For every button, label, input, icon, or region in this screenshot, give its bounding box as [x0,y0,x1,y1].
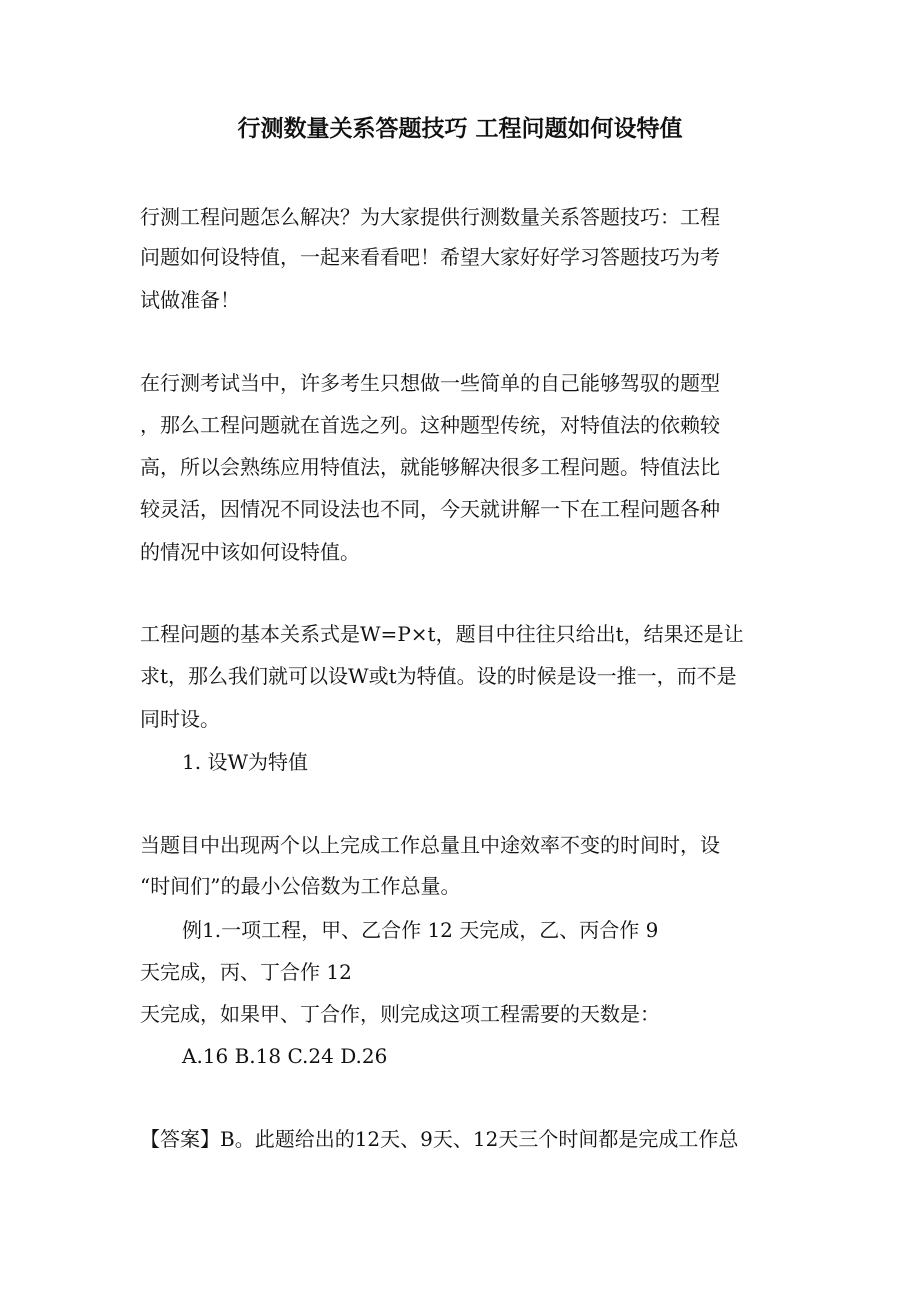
document-title: 行测数量关系答题技巧 工程问题如何设特值 [237,115,683,142]
intro-line-2: 问题如何设特值，一起来看看吧！希望大家好好学习答题技巧为考 [140,245,720,269]
para1-line-5: 的情况中该如何设特值。 [140,540,360,564]
example1-line-2: 天完成，丙、丁合作 12 [140,960,352,984]
section1-heading: 1. 设W为特值 [182,750,308,774]
para3-line-1: 当题目中出现两个以上完成工作总量且中途效率不变的时间时，设 [140,833,720,857]
example1-options: A.16 B.18 C.24 D.26 [182,1044,388,1068]
example1-line-3: 天完成，如果甲、丁合作，则完成这项工程需要的天数是： [140,1002,660,1026]
intro-line-1: 行测工程问题怎么解决？为大家提供行测数量关系答题技巧：工程 [140,205,720,229]
para1-line-4: 较灵活，因情况不同设法也不同，今天就讲解一下在工程问题各种 [140,497,720,521]
intro-line-3: 试做准备！ [140,288,240,312]
para1-line-1: 在行测考试当中，许多考生只想做一些简单的自己能够驾驭的题型 [140,371,720,395]
para2-line-2: 求t，那么我们就可以设W或t为特值。设的时候是设一推一，而不是 [140,664,737,688]
para1-line-3: 高，所以会熟练应用特值法，就能够解决很多工程问题。特值法比 [140,455,720,479]
example1-line-1: 例1.一项工程，甲、乙合作 12 天完成，乙、丙合作 9 [182,918,659,942]
para2-line-3: 同时设。 [140,707,220,731]
para3-line-2: “时间们”的最小公倍数为工作总量。 [140,874,461,898]
answer-line: 【答案】B。此题给出的12天、9天、12天三个时间都是完成工作总 [140,1127,739,1151]
para1-line-2: ，那么工程问题就在首选之列。这种题型传统，对特值法的依赖较 [140,413,720,437]
para2-line-1: 工程问题的基本关系式是W=P×t，题目中往往只给出t，结果还是让 [140,622,744,646]
